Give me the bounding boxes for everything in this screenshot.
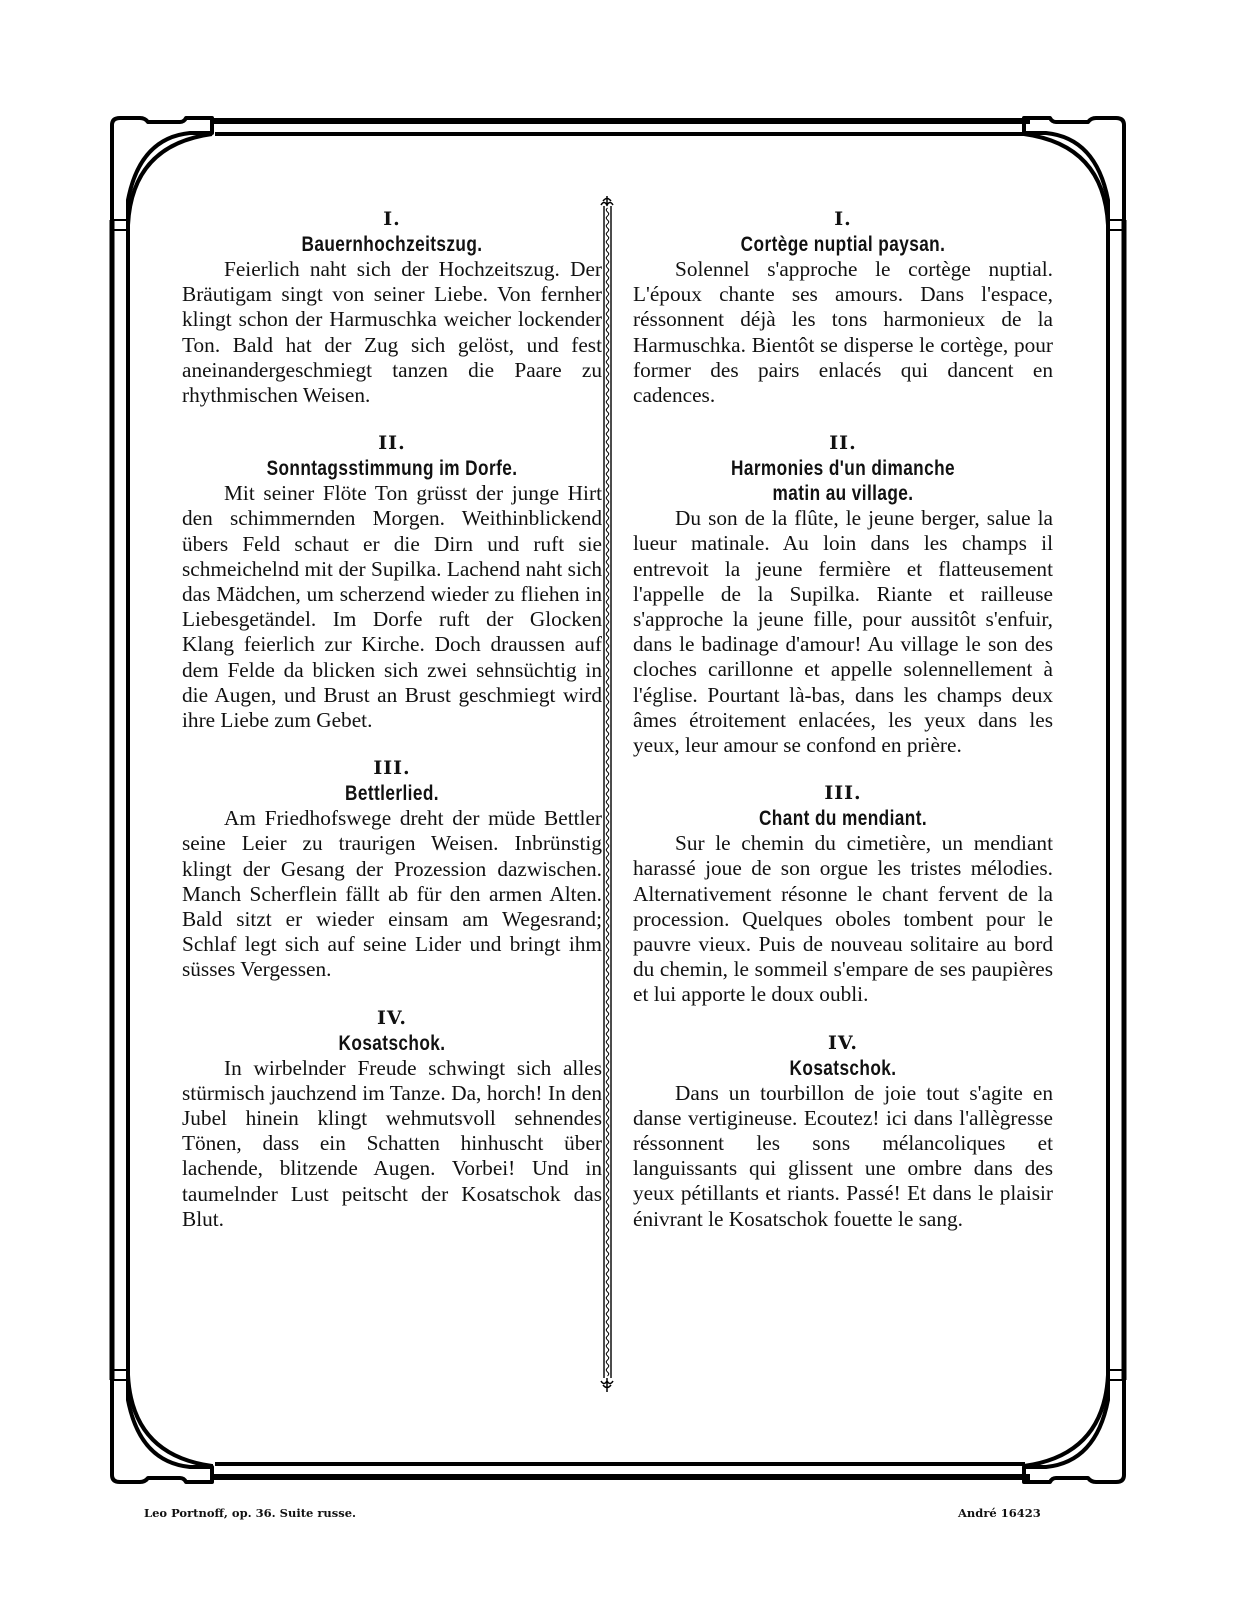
column-divider [601, 196, 613, 1392]
section-text: Du son de la flûte, le jeune berger, salue la lueur matinale. Au loin dans les champs il entrevoit la jeune fermière et flatteusement l'appelle de la Supilka. Riante et railleuse s'approche la jeune fille, pour aussitôt s'enfuir, dans le badinage d'amour! Au village le son des cloches carillonne et appelle solennellement à l'église. Pourtant là-bas, dans les champs deux âmes étroitement enlacées, les yeux dans les yeux, leur amour se confond en prière. [633, 506, 1053, 758]
section-numeral: II. [378, 432, 406, 455]
footer-plate-number: André 16423 [958, 1506, 1041, 1520]
section-1-de [182, 206, 602, 408]
wavy-line [606, 208, 609, 1376]
section-numeral: IV. [377, 1006, 407, 1029]
section-text: Mit seiner Flöte Ton grüsst der junge Hirt den schimmernden Morgen. Weithinblickend übers Feld schaut er die Dirn und ruft sie schmeichelnd mit der Supilka. Lachend naht sich das Mädchen, um scherzend wieder zu fliehen in Liebesgetändel. Im Dorfe ruft der Glocken Klang feierlich zur Kirche. Doch draussen auf dem Felde da blicken sich zwei sehnsüchtig in die Augen, und Brust an Brust geschmiegt wird ihre Liebe zum Gebet. [182, 481, 602, 733]
german-column [182, 206, 602, 1254]
corner-bottom-left [112, 1375, 212, 1482]
section-title: Sonntagsstimmung im Dorfe. [266, 457, 518, 481]
section-text: Dans un tourbillon de joie tout s'agite en danse vertigineuse. Ecoutez! ici dans l'allègresse réssonnent les sons mélancoliques et languissants qui glissent une ombre dans des yeux pétillants et riants. Passé! Et dans le plaisir énivrant le Kosatschok fouette le sang. [633, 1080, 1053, 1231]
section-text: Feierlich naht sich der Hochzeitszug. Der Bräutigam singt von seiner Liebe. Von fernher klingt schon der Harmuschka weicher lockender Ton. Bald hat der Zug sich gelöst, und fest aneinandergeschmiegt tanzen die Paare zu rhythmischen Weisen. [182, 257, 602, 408]
section-title: Cortège nuptial paysan. [740, 233, 946, 256]
section-3-fr [633, 780, 1053, 1007]
footer-composer-credit: Leo Portnoff, op. 36. Suite russe. [144, 1506, 357, 1520]
section-title: Kosatschok. [338, 1031, 446, 1055]
section-title: Harmonies d'un dimanche matin au village. [730, 457, 956, 506]
section-numeral: III. [824, 782, 862, 805]
section-2-fr [633, 430, 1053, 758]
corner-bottom-right [1024, 1375, 1124, 1482]
divider-finial-top [601, 196, 613, 206]
section-title: Bauernhochzeitszug. [301, 233, 483, 256]
section-3-de [182, 755, 602, 982]
section-title: Chant du mendiant. [758, 807, 928, 831]
section-numeral: I. [383, 208, 401, 230]
section-2-de [182, 430, 602, 733]
section-numeral: IV. [828, 1031, 858, 1054]
section-1-fr [633, 206, 1053, 408]
section-4-de [182, 1005, 602, 1232]
section-text: Solennel s'approche le cortège nuptial. L'époux chante ses amours. Dans l'espace, réssonnent déjà les tons harmonieux de la Harmuschka. Bientôt se disperse le cortège, pour former des pairs enlacés qui dancent en cadences. [633, 257, 1053, 408]
section-text: Sur le chemin du cimetière, un mendiant harassé joue de son orgue les tristes mélodies. Alternativement résonne le chant fervent de la procession. Quelques oboles tombent pour le pauvre vieux. Puis de nouveau solitaire au bord du chemin, le sommeil s'empare de ses paupières et lui apporte le doux oubli. [633, 831, 1053, 1007]
section-text: Am Friedhofswege dreht der müde Bettler seine Leier zu traurigen Weisen. Inbrünstig klingt der Gesang der Prozession dazwischen. Manch Scherflein fällt ab für den armen Alten. Bald sitzt er wieder einsam am Wegesrand; Schlaf legt sich auf seine Lider und bringt ihm süsses Vergessen. [182, 806, 602, 982]
section-numeral: II. [829, 432, 857, 455]
section-4-fr [633, 1030, 1053, 1232]
french-column [633, 206, 1053, 1254]
section-text: In wirbelnder Freude schwingt sich alles stürmisch jauchzend im Tanze. Da, horch! In den Jubel hinein klingt wehmutsvoll sehnendes Tönen, dass ein Schatten hinhuscht über lachende, blitzende Augen. Vorbei! Und in taumelnder Lust peitscht der Kosatschok das Blut. [182, 1055, 602, 1231]
section-numeral: I. [834, 208, 852, 230]
section-numeral: III. [373, 757, 411, 780]
section-title: Kosatschok. [789, 1056, 897, 1080]
divider-finial-bottom [601, 1378, 613, 1392]
section-title: Bettlerlied. [345, 782, 439, 806]
